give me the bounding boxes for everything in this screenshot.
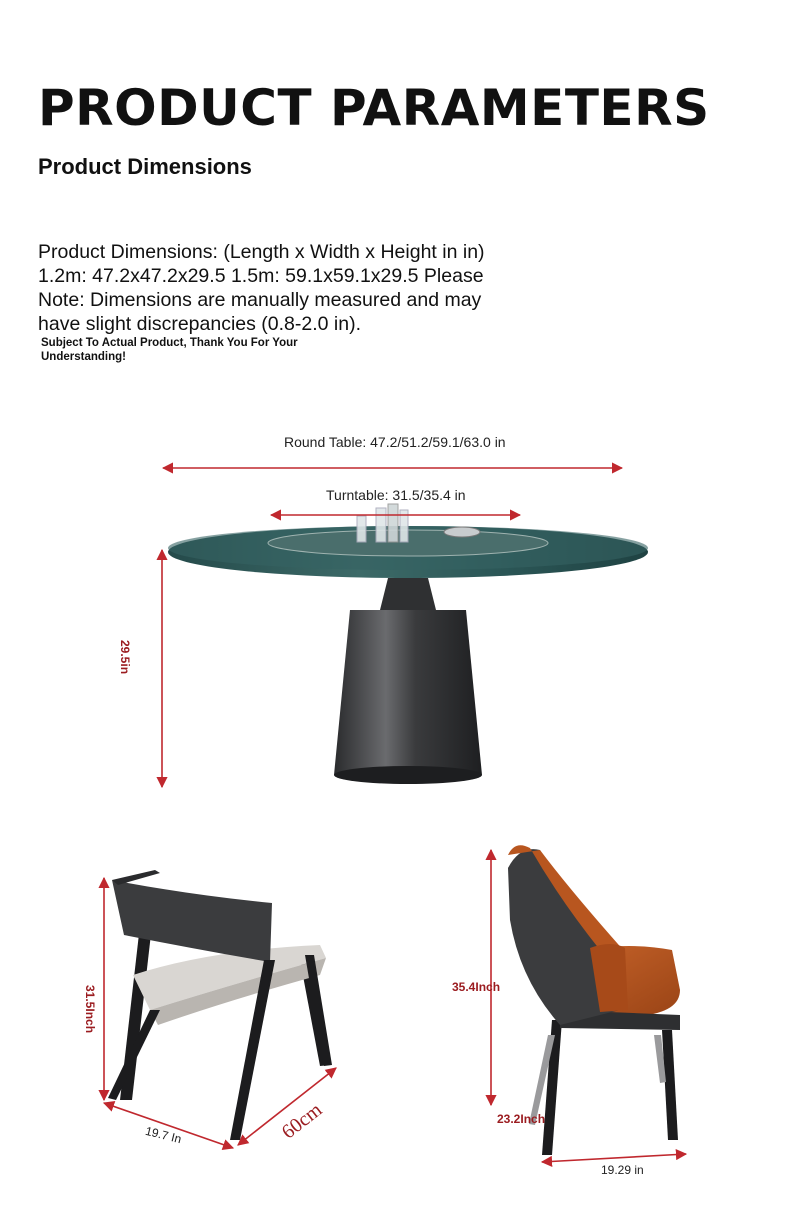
chair-right-height-label: 35.4Inch xyxy=(452,980,501,994)
round-table-width-label: Round Table: 47.2/51.2/59.1/63.0 in xyxy=(284,434,506,450)
chair-left-depth-label: 60cm xyxy=(277,1098,327,1144)
chair-right-seat-height-label: 23.2Inch xyxy=(497,1112,546,1126)
section-subtitle: Product Dimensions xyxy=(38,154,252,179)
disclaimer-note: Subject To Actual Product, Thank You For Your Understanding! xyxy=(41,337,298,363)
page-title: PRODUCT PARAMETERS xyxy=(38,79,710,137)
turntable-width-label: Turntable: 31.5/35.4 in xyxy=(326,487,466,503)
chair-right-width-line xyxy=(542,1154,686,1162)
chair-left-width-label: 19.7 In xyxy=(143,1123,183,1147)
round-table xyxy=(168,504,648,784)
table-height-label: 29.5in xyxy=(118,640,132,675)
chair-right xyxy=(508,845,680,1155)
dimensions-description: Product Dimensions: (Length x Width x Height in in) 1.2m: 47.2x47.2x29.5 1.5m: 59.1x59.1x29.5 Please Note: Dimensions are manually measured and may have slight discrepancies (0.8-2.0 in). xyxy=(38,241,485,335)
chair-left xyxy=(108,870,332,1140)
chair-left-height-label: 31.5Inch xyxy=(83,985,97,1034)
chair-right-width-label: 19.29 in xyxy=(601,1163,644,1177)
